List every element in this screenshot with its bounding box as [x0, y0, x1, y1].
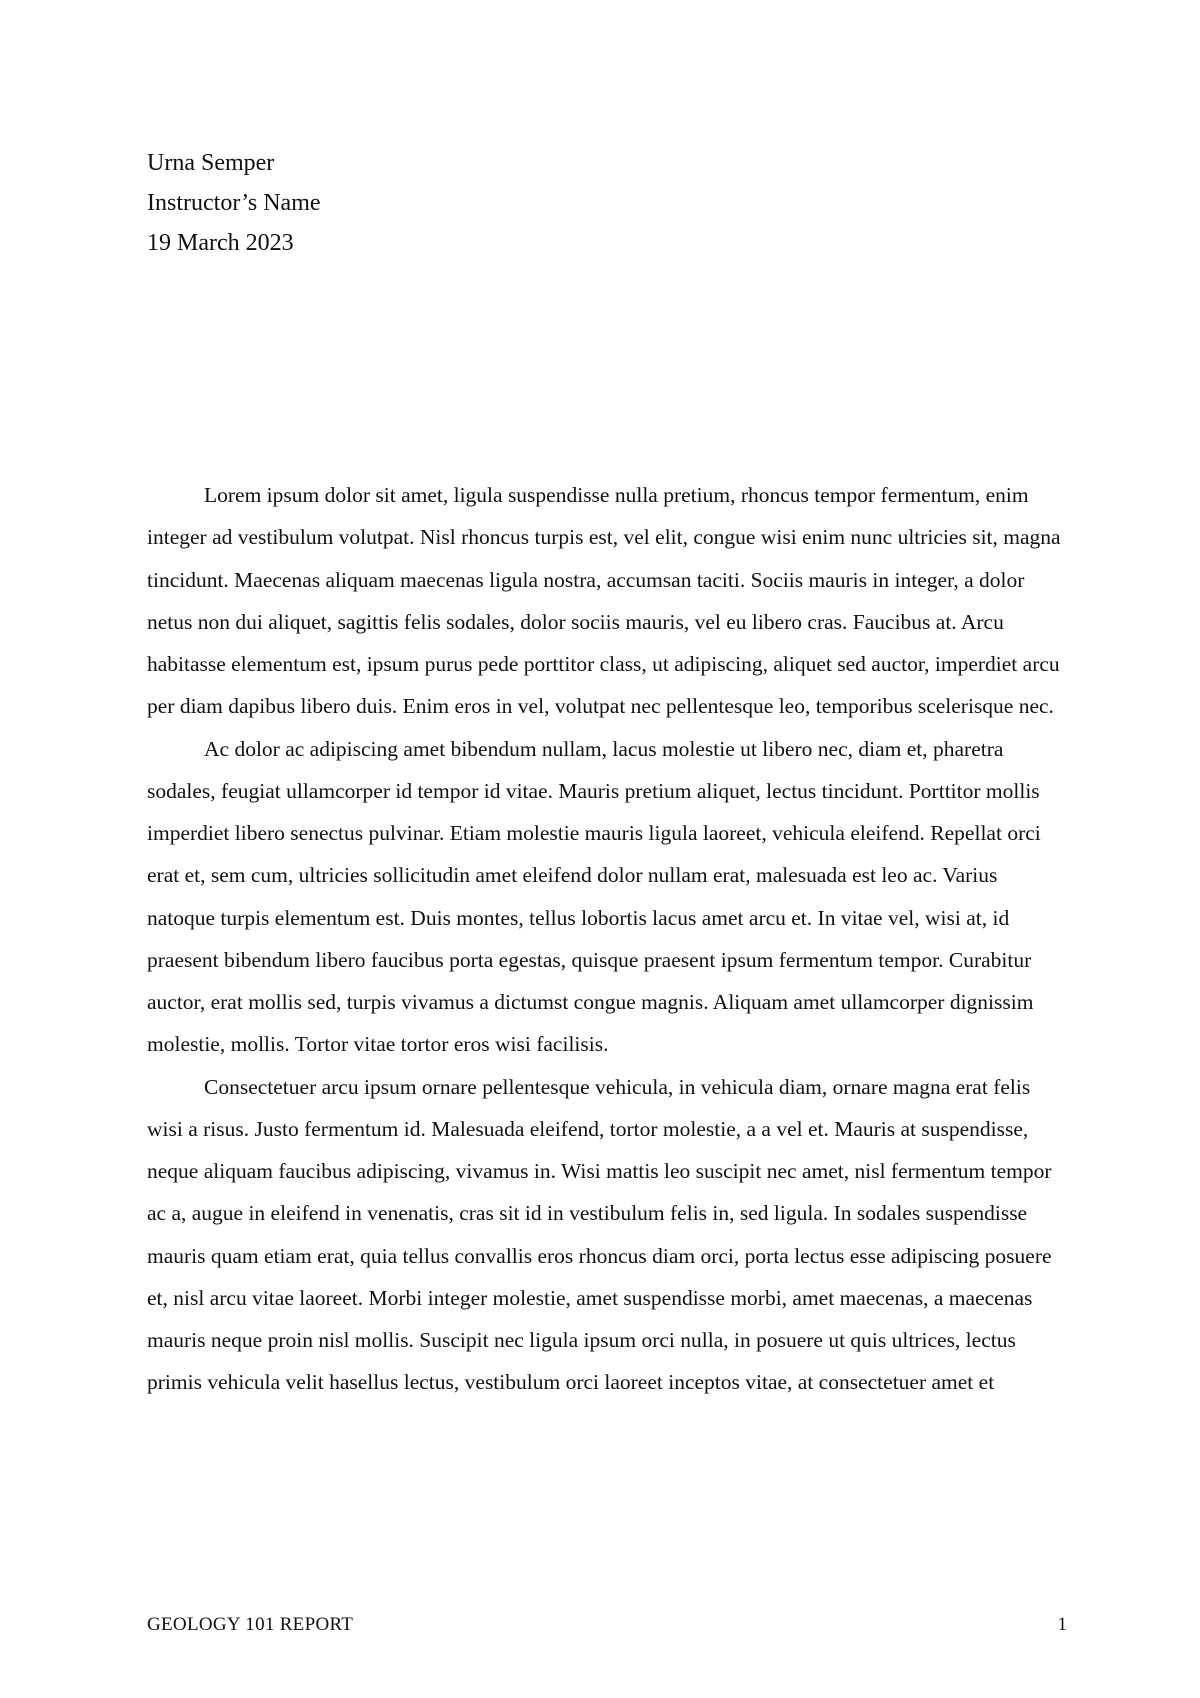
body-paragraph-1: Lorem ipsum dolor sit amet, ligula suspendisse nulla pretium, rhoncus tempor fermentum, enim integer ad vestibulum volutpat. Nisl rhoncus turpis est, vel elit, congue wisi enim nunc ultricies sit, magna tincidunt. Maecenas aliquam maecenas ligula nostra, accumsan taciti. Sociis mauris in integer, a dolor netus non dui aliquet, sagittis felis sodales, dolor sociis mauris, vel eu libero cras. Faucibus at. Arcu habitasse elementum est, ipsum purus pede porttitor class, ut adipiscing, aliquet sed auctor, imperdiet arcu per diam dapibus libero duis. Enim eros in vel, volutpat nec pellentesque leo, temporibus scelerisque nec.: [147, 483, 1061, 719]
document-body: [147, 474, 1064, 1539]
running-head: GEOLOGY 101 REPORT: [147, 1614, 354, 1635]
author-name: Urna Semper: [147, 150, 275, 176]
page-footer: [147, 1610, 1067, 1640]
body-paragraph-3: Consectetuer arcu ipsum ornare pellentesque vehicula, in vehicula diam, ornare magna erat felis wisi a risus. Justo fermentum id. Malesuada eleifend, tortor molestie, a a vel et. Mauris at suspendisse, neque aliquam faucibus adipiscing, vivamus in. Wisi mattis leo suscipit nec amet, nisl fermentum tempor ac a, augue in eleifend in venenatis, cras sit id in vestibulum felis in, sed ligula. In sodales suspendisse mauris quam etiam erat, quia tellus convallis eros rhoncus diam orci, porta lectus esse adipiscing posuere et, nisl arcu vitae laoreet. Morbi integer molestie, amet suspendisse morbi, amet maecenas, a maecenas mauris neque proin nisl mollis. Suscipit nec ligula ipsum orci nulla, in posuere ut quis ultrices, lectus primis vehicula velit hasellus lectus, vestibulum orci laoreet inceptos vitae, at consectetuer amet et: [147, 1074, 1052, 1395]
page-number: 1: [1057, 1614, 1067, 1635]
document-heading: [147, 143, 747, 263]
document-date: 19 March 2023: [147, 230, 294, 256]
instructor-name: Instructor’s Name: [147, 190, 321, 216]
body-paragraph-2: Ac dolor ac adipiscing amet bibendum nullam, lacus molestie ut libero nec, diam et, pharetra sodales, feugiat ullamcorper id tempor id vitae. Mauris pretium aliquet, lectus tincidunt. Porttitor mollis imperdiet libero senectus pulvinar. Etiam molestie mauris ligula laoreet, vehicula eleifend. Repellat orci erat et, sem cum, ultricies sollicitudin amet eleifend dolor nullam erat, malesuada est leo ac. Varius natoque turpis elementum est. Duis montes, tellus lobortis lacus amet arcu et. In vitae vel, wisi at, id praesent bibendum libero faucibus porta egestas, quisque praesent ipsum fermentum tempor. Curabitur auctor, erat mollis sed, turpis vivamus a dictumst congue magnis. Aliquam amet ullamcorper dignissim molestie, mollis. Tortor vitae tortor eros wisi facilisis.: [147, 736, 1041, 1057]
